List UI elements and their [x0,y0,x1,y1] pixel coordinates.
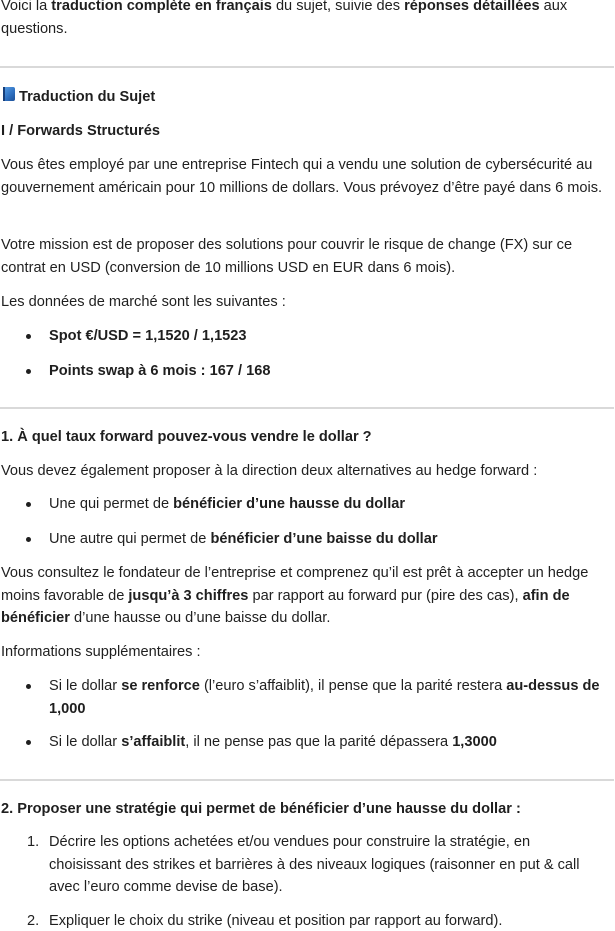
list-item: • Une autre qui permet de bénéficier d’une baisse du dollar [0,528,615,551]
divider [0,66,614,68]
list-item: • Si le dollar se renforce (l’euro s’affaiblit), il pense que la parité restera au-dessus de 1,000 [0,675,615,720]
question-1-title: 1. À quel taux forward pouvez-vous vendre le dollar ? [1,429,372,445]
context-paragraph: Vous êtes employé par une entreprise Fintech qui a vendu une solution de cybersécurité au gouvernement américain pour 10 millions de dollars. Vous prévoyez d’être payé dans 6 mois. [1,157,603,196]
question-2-title: 2. Proposer une stratégie qui permet de bénéficier d’une hausse du dollar : [1,801,521,817]
divider [0,779,614,781]
additional-info-list [0,675,615,754]
list-item: • Spot €/USD = 1,1520 / 1,1523 [0,325,615,348]
intro-paragraph: Voici la traduction complète en français du sujet, suivie des réponses détaillées aux questions. [1,0,568,37]
list-item: 1. Décrire les options achetées et/ou vendues pour construire la stratégie, en choisissant des strikes et barrières à des niveaux logiques (raisonner en put & call avec l’euro comme devise de base). [27,834,580,895]
divider [0,407,614,409]
mission-paragraph: Votre mission est de proposer des solutions pour couvrir le risque de change (FX) sur ce contrat en USD (conversion de 10 millions USD en EUR dans 6 mois). [1,237,573,276]
section-heading: Traduction du Sujet [1,86,155,109]
alternatives-intro: Vous devez également proposer à la direction deux alternatives au hedge forward : [1,463,538,479]
additional-info-intro: Informations supplémentaires : [1,644,201,660]
strategy-steps-list [0,831,615,931]
market-data-list [0,325,615,382]
list-item: 2. Expliquer le choix du strike (niveau et position par rapport au forward). [27,912,503,929]
section-title: I / Forwards Structurés [1,123,160,139]
alternatives-list [0,493,615,550]
book-icon [1,87,16,103]
market-data-intro: Les données de marché sont les suivantes : [1,294,286,310]
founder-paragraph: Vous consultez le fondateur de l’entreprise et comprenez qu’il est prêt à accepter un hedge moins favorable de jusqu’à 3 chiffres par rapport au forward pur (pire des cas), afin de bénéficier d’une hausse ou d’une baisse du dollar. [1,565,589,626]
list-item: • Une qui permet de bénéficier d’une hausse du dollar [0,493,615,516]
list-item: • Points swap à 6 mois : 167 / 168 [0,360,615,383]
list-item: • Si le dollar s’affaiblit, il ne pense pas que la parité dépassera 1,3000 [0,731,615,754]
